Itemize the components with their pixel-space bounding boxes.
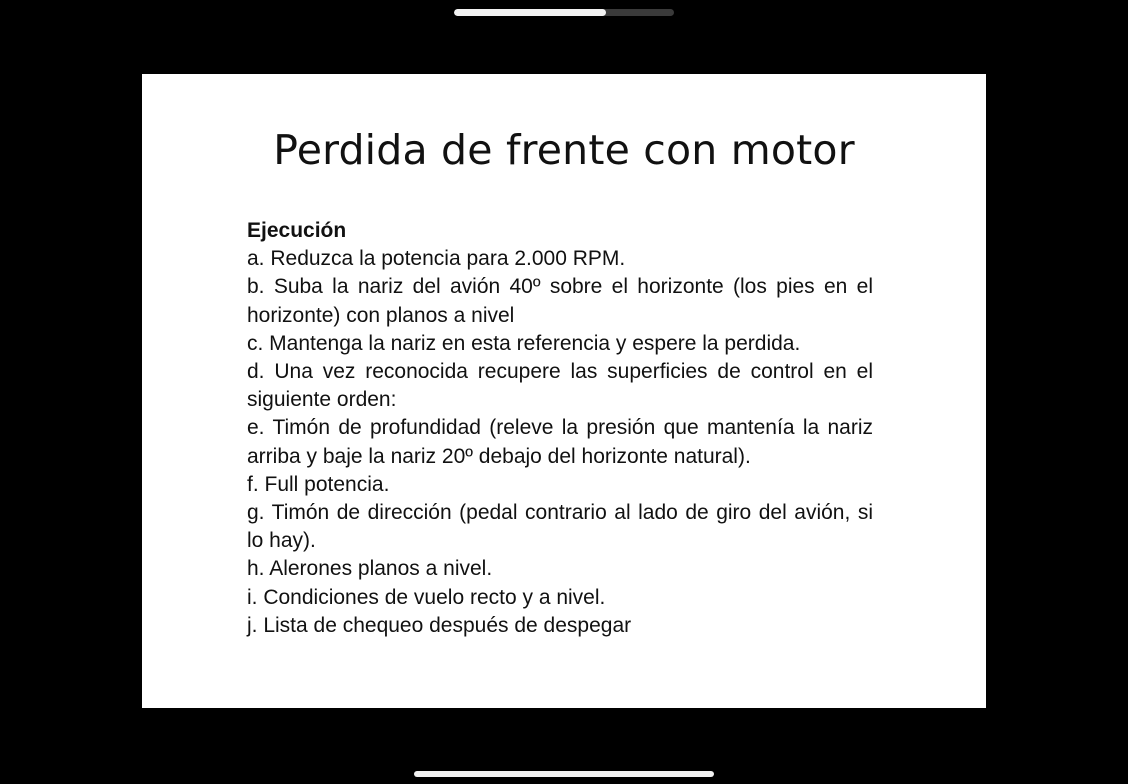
- step-item: f. Full potencia.: [247, 472, 390, 496]
- step-item: d. Una vez reconocida recupere las superficies de control en el siguiente orden:: [247, 360, 873, 412]
- home-indicator[interactable]: [414, 771, 714, 777]
- step-item: j. Lista de chequeo después de despegar: [247, 613, 632, 637]
- step-item: a. Reduzca la potencia para 2.000 RPM.: [247, 247, 626, 271]
- step-item: b. Suba la nariz del avión 40º sobre el horizonte (los pies en el horizonte) con planos a nivel: [247, 275, 873, 327]
- step-item: c. Mantenga la nariz en esta referencia y espere la perdida.: [247, 331, 801, 355]
- step-item: h. Alerones planos a nivel.: [247, 557, 493, 581]
- section-heading: Ejecución: [247, 219, 347, 242]
- slide-title: Perdida de frente con motor: [273, 126, 855, 174]
- slide-body: [247, 217, 873, 640]
- presentation-slide[interactable]: [142, 74, 986, 708]
- story-progress-fill: [454, 9, 606, 16]
- story-progress-bar: [454, 9, 674, 16]
- step-item: g. Timón de dirección (pedal contrario al lado de giro del avión, si lo hay).: [247, 501, 873, 553]
- step-item: i. Condiciones de vuelo recto y a nivel.: [247, 585, 606, 609]
- step-item: e. Timón de profundidad (releve la presión que mantenía la nariz arriba y baje la nariz 20º debajo del horizonte natural).: [247, 416, 873, 468]
